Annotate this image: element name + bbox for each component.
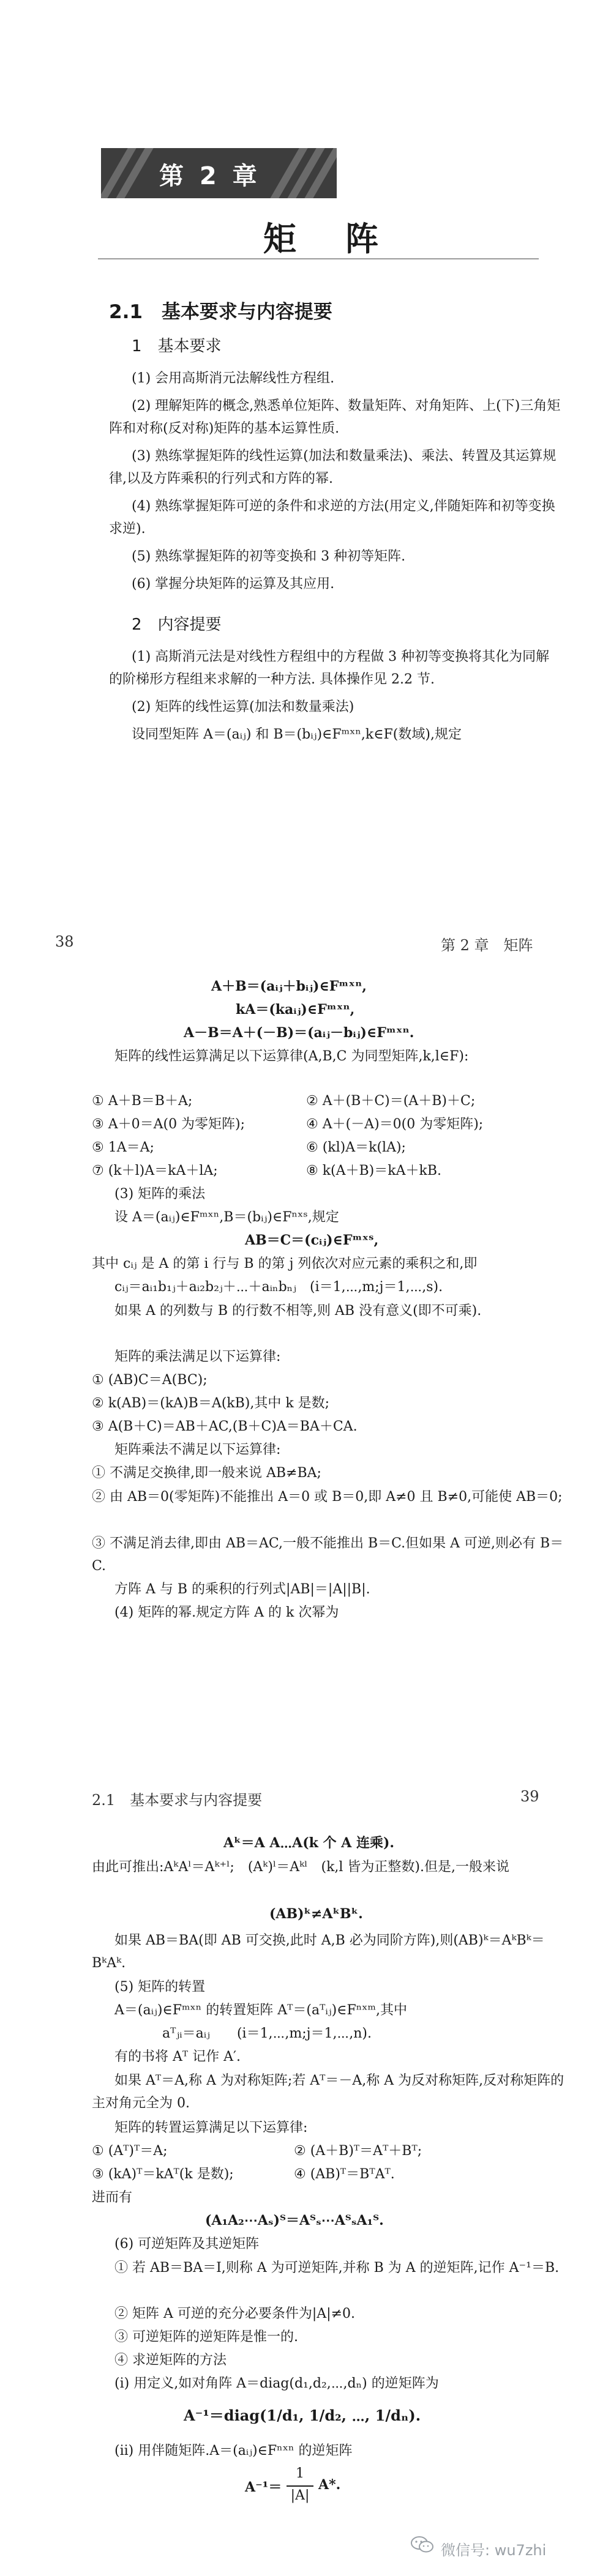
wechat-icon <box>410 2535 435 2555</box>
chapter-badge <box>101 148 337 198</box>
transpose-def: A＝(aᵢⱼ)∈Fᵐˣⁿ 的转置矩阵 Aᵀ＝(aᵀᵢⱼ)∈Fⁿˣᵐ,其中 <box>114 2003 408 2018</box>
det-line: 方阵 A 与 B 的乘积的行列式|AB|＝|A||B|. <box>114 1582 370 1597</box>
inverse-item-3: ③ 可逆矩阵的逆矩阵是惟一的. <box>114 2329 298 2345</box>
law-4: ④ A＋(－A)＝0(0 为零矩阵); <box>306 1117 484 1132</box>
page-38 <box>0 899 611 1756</box>
not-law-3: ③ 不满足消去律,即由 AB＝AC,一般不能推出 B＝C.但如果 A 可逆,则必有 B＝C. <box>92 1536 564 1574</box>
thus-line: 进而有 <box>92 2190 133 2205</box>
adjoint-lhs: A⁻¹＝ <box>245 2479 282 2495</box>
t-law-1: ① (Aᵀ)ᵀ＝A; <box>92 2143 168 2159</box>
eq-sum: A＋B＝(aᵢⱼ＋bᵢⱼ)∈Fᵐˣⁿ, <box>211 978 367 994</box>
inverse-item-4: ④ 求逆矩阵的方法 <box>114 2353 227 2368</box>
running-header: 第 2 章 矩阵 <box>441 937 533 954</box>
inverse-item-5: (i) 用定义,如对角阵 A＝diag(d₁,d₂,⋯,dₙ) 的逆矩阵为 <box>114 2376 439 2391</box>
adjoint-numerator: 1 <box>296 2466 304 2481</box>
requirement-2: (2) 理解矩阵的概念,熟悉单位矩阵、数量矩阵、对角矩阵、上(下)三角矩阵和对称(反对称)矩阵的基本运算性质. <box>109 398 561 436</box>
adjoint-denominator: |A| <box>290 2488 310 2503</box>
requirement-1: (1) 会用高斯消元法解线性方程组. <box>132 371 335 386</box>
symmetric-def: 如果 Aᵀ＝A,称 A 为对称矩阵;若 Aᵀ＝－A,称 A 为反对称矩阵,反对称矩阵的主对角元全为 0. <box>92 2073 564 2111</box>
running-header: 2.1 基本要求与内容提要 <box>92 1792 263 1809</box>
not-law-2: ② 由 AB＝0(零矩阵)不能推出 A＝0 或 B＝0,即 A≠0 且 B≠0,可能使 AB＝0; <box>92 1489 563 1505</box>
mult-law-1: ① (AB)C＝A(BC); <box>92 1372 208 1388</box>
ab-power: (AB)ᵏ≠AᵏBᵏ. <box>269 1906 363 1922</box>
mult-eq: AB＝C＝(cᵢⱼ)∈Fᵐˣˢ, <box>245 1232 379 1248</box>
law-7: ⑦ (k＋l)A＝kA＋lA; <box>92 1163 218 1178</box>
title-rule <box>98 258 539 259</box>
t-law-3: ③ (kA)ᵀ＝kAᵀ(k 是数); <box>92 2167 234 2182</box>
eq-power: Aᵏ＝A A⋯A(k 个 A 连乘). <box>223 1835 395 1851</box>
transpose-title: (5) 矩阵的转置 <box>114 1979 206 1995</box>
transpose-eq: aᵀⱼᵢ＝aᵢⱼ (i＝1,⋯,m;j＝1,⋯,n). <box>162 2026 372 2041</box>
subsection-content: 2 内容提要 <box>132 616 222 634</box>
requirement-4: (4) 熟练掌握矩阵可逆的条件和求逆的方法(用定义,伴随矩阵和初等变换求逆). <box>109 499 555 537</box>
inverse-item-1: ① 若 AB＝BA＝I,则称 A 为可逆矩阵,并称 B 为 A 的逆矩阵,记作 A⁻¹＝B. <box>114 2260 560 2276</box>
mult-law-2: ② k(AB)＝(kA)B＝A(kB),其中 k 是数; <box>92 1396 330 1411</box>
inverse-item-2: ② 矩阵 A 可逆的充分必要条件为|A|≠0. <box>114 2306 356 2321</box>
law-8: ⑧ k(A＋B)＝kA＋kB. <box>306 1163 441 1178</box>
power-line: (4) 矩阵的幂.规定方阵 A 的 k 次幂为 <box>114 1605 339 1620</box>
linear-laws-intro: 矩阵的线性运算满足以下运算律(A,B,C 为同型矩阵,k,l∈F): <box>114 1049 469 1064</box>
content-2: (2) 矩阵的线性运算(加法和数量乘法) <box>132 699 354 715</box>
mult-c3: 如果 A 的列数与 B 的行数不相等,则 AB 没有意义(即不可乘). <box>114 1303 482 1319</box>
commute-line: 如果 AB＝BA(即 AB 可交换,此时 A,B 必为同阶方阵),则(AB)ᵏ＝AᵏBᵏ＝BᵏAᵏ. <box>92 1933 545 1971</box>
page-39 <box>0 1756 611 2576</box>
content-1: (1) 高斯消元法是对线性方程组中的方程做 3 种初等变换将其化为同解的阶梯形方程组来求解的一种方法. 具体操作见 2.2 节. <box>109 649 550 687</box>
subsection-requirements: 1 基本要求 <box>132 337 222 356</box>
content-3: 设同型矩阵 A＝(aᵢⱼ) 和 B＝(bᵢⱼ)∈Fᵐˣⁿ,k∈F(数域),规定 <box>132 727 462 742</box>
mult-title: (3) 矩阵的乘法 <box>114 1186 206 1202</box>
requirement-6: (6) 掌握分块矩阵的运算及其应用. <box>132 576 335 592</box>
law-5: ⑤ 1A＝A; <box>92 1140 154 1155</box>
adjoint-rhs: A*. <box>318 2477 341 2493</box>
not-laws-intro: 矩阵乘法不满足以下运算律: <box>114 1442 281 1457</box>
power-rule: 由此可推出:AᵏAˡ＝Aᵏ⁺ˡ; (Aᵏ)ˡ＝Aᵏˡ (k,l 皆为正整数).但是,一般来说 <box>92 1859 510 1875</box>
requirement-3: (3) 熟练掌握矩阵的线性运算(加法和数量乘法)、乘法、转置及其运算规律,以及方阵乘积的行列式和方阵的幂. <box>109 449 557 486</box>
chapter-number: 第 2 章 <box>159 162 261 190</box>
mult-law-3: ③ A(B＋C)＝AB＋AC,(B＋C)A＝BA＋CA. <box>92 1419 358 1434</box>
t-law-2: ② (A＋B)ᵀ＝Aᵀ＋Bᵀ; <box>294 2143 422 2159</box>
requirement-5: (5) 熟练掌握矩阵的初等变换和 3 种初等矩阵. <box>132 549 406 564</box>
page-1 <box>0 0 611 899</box>
chapter-title: 矩阵 <box>263 220 427 258</box>
law-2: ② A＋(B＋C)＝(A＋B)＋C; <box>306 1093 476 1109</box>
inverse-title: (6) 可逆矩阵及其逆矩阵 <box>114 2236 260 2252</box>
diag-inverse: A⁻¹＝diag(1/d₁, 1/d₂, ⋯, 1/dₙ). <box>184 2407 421 2424</box>
mult-c1: 其中 cᵢⱼ 是 A 的第 i 行与 B 的第 j 列依次对应元素的乘积之和,即 <box>92 1256 478 1271</box>
eq-scalar: kA＝(kaᵢⱼ)∈Fᵐˣⁿ, <box>236 1002 355 1018</box>
transpose-laws-intro: 矩阵的转置运算满足以下运算律: <box>114 2120 308 2135</box>
transpose-note: 有的书将 Aᵀ 记作 A′. <box>114 2049 241 2064</box>
watermark-text: 微信号: wu7zhi <box>441 2542 547 2559</box>
mult-laws-intro: 矩阵的乘法满足以下运算律: <box>114 1349 281 1364</box>
section-title: 2.1 基本要求与内容提要 <box>109 301 332 323</box>
mult-def: 设 A＝(aᵢⱼ)∈Fᵐˣⁿ,B＝(bᵢⱼ)∈Fⁿˣˢ,规定 <box>114 1210 339 1225</box>
law-6: ⑥ (kl)A＝k(lA); <box>306 1140 406 1155</box>
product-transpose: (A₁A₂⋯Aₛ)ᵀ＝Aᵀₛ⋯AᵀₛA₁ᵀ. <box>205 2213 384 2228</box>
t-law-4: ④ (AB)ᵀ＝BᵀAᵀ. <box>294 2167 395 2182</box>
not-law-1: ① 不满足交换律,即一般来说 AB≠BA; <box>92 1465 321 1481</box>
fraction-bar <box>287 2485 313 2487</box>
adjoint-line: (ii) 用伴随矩阵.A＝(aᵢⱼ)∈Fⁿˣⁿ 的逆矩阵 <box>114 2443 353 2459</box>
eq-diff: A－B＝A＋(－B)＝(aᵢⱼ－bᵢⱼ)∈Fᵐˣⁿ. <box>184 1025 414 1041</box>
page-number: 39 <box>520 1788 539 1805</box>
page-number: 38 <box>55 933 74 950</box>
law-1: ① A＋B＝B＋A; <box>92 1093 193 1109</box>
law-3: ③ A＋0＝A(0 为零矩阵); <box>92 1117 246 1132</box>
mult-c2: cᵢⱼ＝aᵢ₁b₁ⱼ＋aᵢ₂b₂ⱼ＋⋯＋aᵢₙbₙⱼ (i＝1,⋯,m;j＝1,⋯,s). <box>114 1279 443 1295</box>
